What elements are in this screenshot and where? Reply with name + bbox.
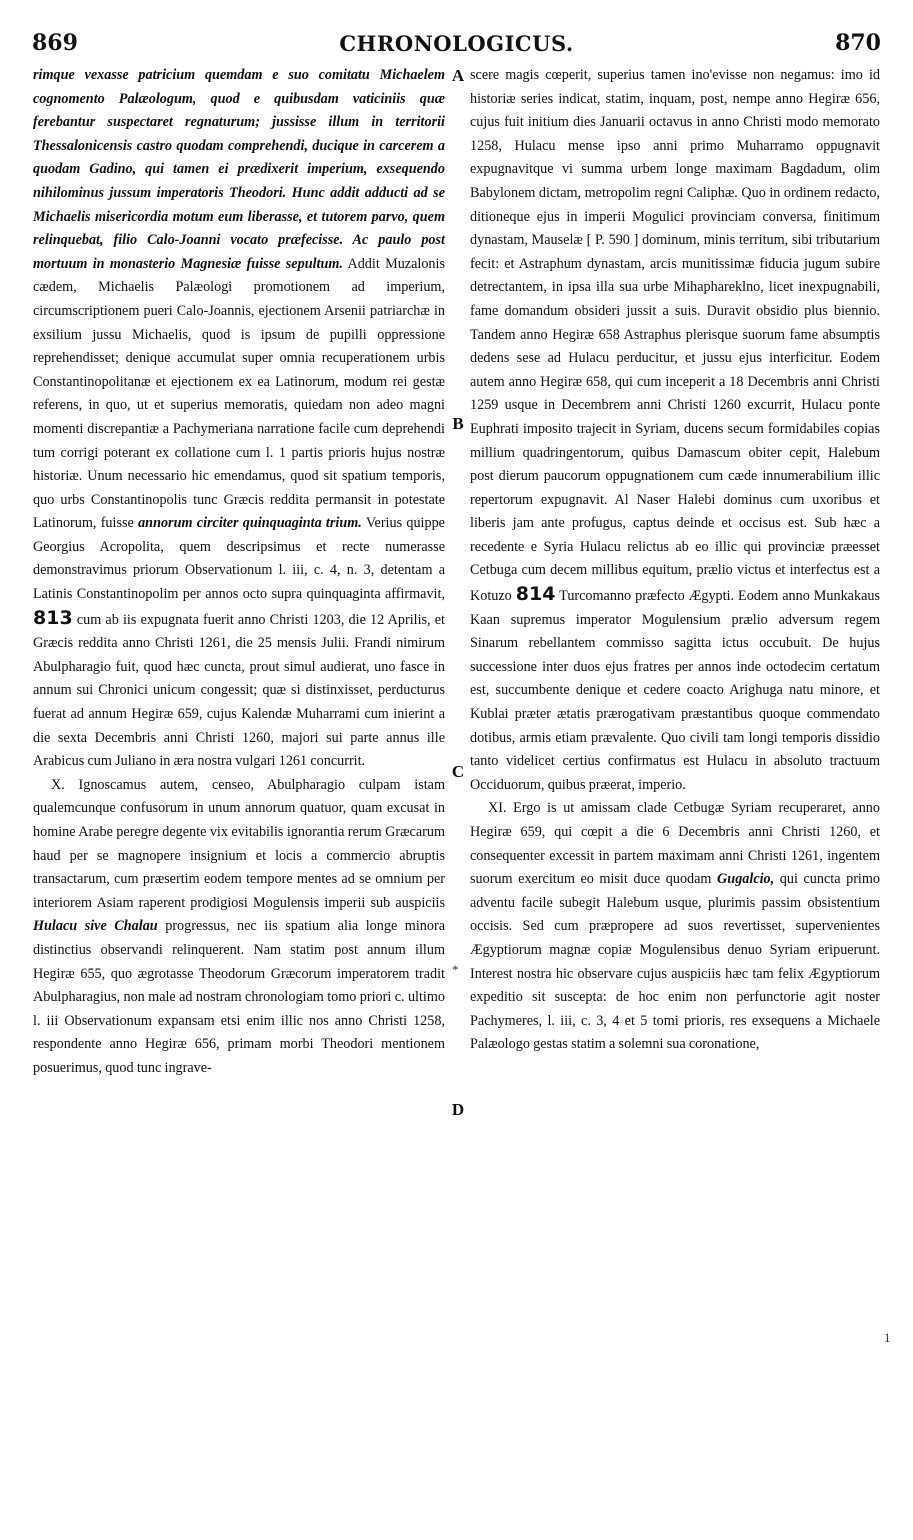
marginal-page-reference: 813	[33, 606, 73, 629]
text-run: progressus, nec iis spatium alia longe minora distinctius observandi relinquerent. Nam statim post annum illum Hegiræ 655, quo ægrotasse Theodorum Græcorum imperatorem tradit Abulpharagius, non male ad nostram chronologiam tomo priori c. ultimo l. iii Observationum expansam etsi enim illic nos anno Christi 1258, respondente anno Hegiræ 656, primam morbi Theodori mentionem posuerimus, quod tunc ingrave-	[33, 918, 445, 1076]
text-run: qui cuncta primo adventu facile subegit Halebum usque, plurimis passim obsistentium occisis. Sed cum præpropere ad suos revertisset, supervenientes Ægyptiorum magnæ copiæ Mogulensibus denuo Syriam eripuerunt. Interest nostra hic observare cujus auspiciis hæc tam felix Ægyptiorum expeditio sit suscepta: de hoc enim non perfunctorie agit noster Pachymeres, l. iii, c. 3, 4 et 5 tomi prioris, res exsequens a Michaele Palæologo gestas statim a solemni sua coronatione,	[470, 871, 880, 1053]
running-title: CHRONOLOGICUS.	[339, 31, 574, 56]
text-run: Turcomanno præfecto Ægypti. Eodem anno Munkakaus Kaan supremus imperator Mogulensium prælio adversum regem Sinarum rebellantem commisso sagitta ictus occubuit. De hujus successione inter duos ejus fratres per annos inde octodecim certatum est, succumbente denique et cedere coacto Arighuga natu minore, et Kublai præter ætatis prærogativam præstantibus quoque commendato dotibus, armis etiam prævalente. Quo civili tam longi temporis dissidio tanto videlicet certius confirmatus est Hulacu in absoluto tractuum Occiduorum, quibus præerat, imperio.	[470, 588, 880, 793]
left-page-number: 869	[32, 30, 78, 56]
italic-passage: Hulacu sive Chalau	[33, 918, 158, 935]
left-paragraph-1	[33, 64, 445, 774]
margin-mark: 1	[884, 1330, 891, 1345]
text-run: scere magis cœperit, superius tamen ino'evisse non negamus: imo id historiæ series indicat, statim, inquam, post, nempe anno Hegiræ 656, cujus fuit initium dies Januarii octavus in anno Christi modo memorato 1258, Hulacu mense ipso anni primo Muharramo oppugnavit expugnavitque vi summa urbem longe maximam Bagdadum, olim Babylonem dictam, metropolim regni Caliphæ. Quo in ordinem redacto, ditioneque ejus in imperii Mogulici provinciam conversa, finitimum dynastam, Mauselæ [ P. 590 ] dominum, minis territum, sibi tributarium fecit: et Astraphum dynastam, arcis munitissimæ fiducia jugum subire detrectantem, in ipsa illa sua urbe Mihaphareklno, licet inexpugnabili, fame domandum obsideri jussit a suis. Duravit obsidio plus biennio. Tandem anno Hegiræ 658 Astraphus plerisque suorum fame absumptis dedens sese ad Hulacu perducitur, et jussu ejus interficitur. Eodem autem anno Hegiræ 658, qui cum inceperit a 18 Decembris anni Christi 1259 usque in Decembrem anni Christi 1260 excurrit, Hulacu ponte Euphrati imposito trajecit in Syriam, ducens secum formidabiles copias millium quadringentorum, quibus Damascum obiter cepit, Halebum post dierum paucorum oppugnationem cum cæde innumerabilium illic repertorum expugnavit. Al Naser Halebi dominus cum uxoribus et liberis jam ante profugus, captus deinde et occisus est. Sub hæc a recedente e Syria Hulacu relictus ab eo illic qui provinciæ præesset Cetbuga cum decem millibus equitum, prælio victus et interfectus est a Kotuzo	[470, 67, 880, 605]
page-header	[30, 30, 883, 58]
right-paragraph-2	[470, 797, 880, 1057]
right-column	[470, 64, 880, 1057]
right-page-number: 870	[835, 30, 881, 56]
left-paragraph-2	[33, 774, 445, 1081]
italic-passage: Gugalcio,	[711, 871, 775, 888]
text-run: Verius quippe Georgius Acropolita, quem descripsimus et recte numerasse demonstravimus priorum Observationum l. iii, c. 4, n. 3, detentam a Latinis Constantinopolim per annos octo supra quinquaginta affirmavit,	[33, 515, 445, 603]
right-paragraph-1	[470, 64, 880, 797]
margin-mark: *	[452, 962, 459, 977]
italic-passage: annorum circiter quinquaginta trium.	[133, 515, 362, 532]
marginal-page-reference: 814	[515, 583, 556, 606]
italic-passage: rimque vexasse patricium quemdam e suo comitatu Michaelem cognomento Palæologum, quod e quibusdam vaticiniis quæ ferebantur suspectaret regnaturum; jussisse illum in territorii Thessalonicensis castro quodam comprehendi, ducique in carcerem a quodam Gadino, qui tamen ei prædixerit imperium, exsequendo nihilominus jussum imperatoris Theodori. Hunc addit adducti ad se Michaelis misericordia motum eum liberasse, et tutorem parvo, quem relinquebat, filio Calo-Joanni vocato præfecisse. Ac paulo post mortuum in monasterio Magnesiæ fuisse sepultum.	[33, 67, 445, 272]
margin-letter-a: A	[451, 66, 465, 85]
text-run: Addit Muzalonis cædem, Michaelis Palæologi promotionem ad imperium, circumscriptionem pueri Calo-Joannis, ejectionem Arsenii patriarchæ in exsilium jussu Michaelis, quod is ipsum de pupilli oppressione reprehendisset; denique accumulat super omnia recuperationem urbis Constantinopolitanæ et ejectionem ex ea Latinorum, modum rei gestæ referens, in quo, ut et superius memoratis, quiedam non adeo magni momenti discrepantiæ a Pachymeriana narratione facile cum deprehendi tum corrigi poterant ex collatione cum l. 1 partis prioris hujus nostræ historiæ. Unum necessario hic emendamus, quod sit spatium temporis, quo urbs Constantinopolis tunc Græcis reddita permansit in potestate Latinorum, fuisse	[33, 255, 445, 532]
left-column	[33, 64, 445, 1081]
margin-letter-d: D	[451, 1100, 465, 1119]
text-run: X. Ignoscamus autem, censeo, Abulpharagio culpam istam qualemcunque confusorum in unum annorum quatuor, quam excusat in homine Arabe peregre degente vix evitabilis ignorantia rerum Græcarum haud per se magnopere insignium et locis a commercio abruptis transactarum, cum præsertim eodem tempore mentes ad se omnium per interiorem Asiam raperent prodigiosi Mogulensis imperii sub auspiciis	[33, 776, 445, 911]
text-run: XI. Ergo is ut amissam clade Cetbugæ Syriam recuperaret, anno Hegiræ 659, qui cœpit a die 6 Decembris anni Christi 1260, et consequenter excessit in partem maximam anni Christi 1261, ingentem suorum exercitum eo misit duce quodam	[470, 800, 880, 888]
margin-letter-c: C	[451, 762, 465, 781]
margin-letter-b: B	[452, 414, 464, 433]
text-run: cum ab iis expugnata fuerit anno Christi 1203, die 12 Aprilis, et Græcis reddita anno Christi 1261, die 25 mensis Julii. Frandi nimirum Abulpharagio fuit, quod hæc cuncta, prout simul audierat, uno fasce in annum sui Chronici unicum congessit; quæ si distinxisset, perducturus fuerat ad annum Hegiræ 659, cujus Kalendæ Muharrami cum inierint a die sexta Decembris anni Christi 1260, majori sui parte annus ille Arabicus cum Juliano in æra nostra vulgari 1261 concurrit.	[33, 611, 445, 770]
